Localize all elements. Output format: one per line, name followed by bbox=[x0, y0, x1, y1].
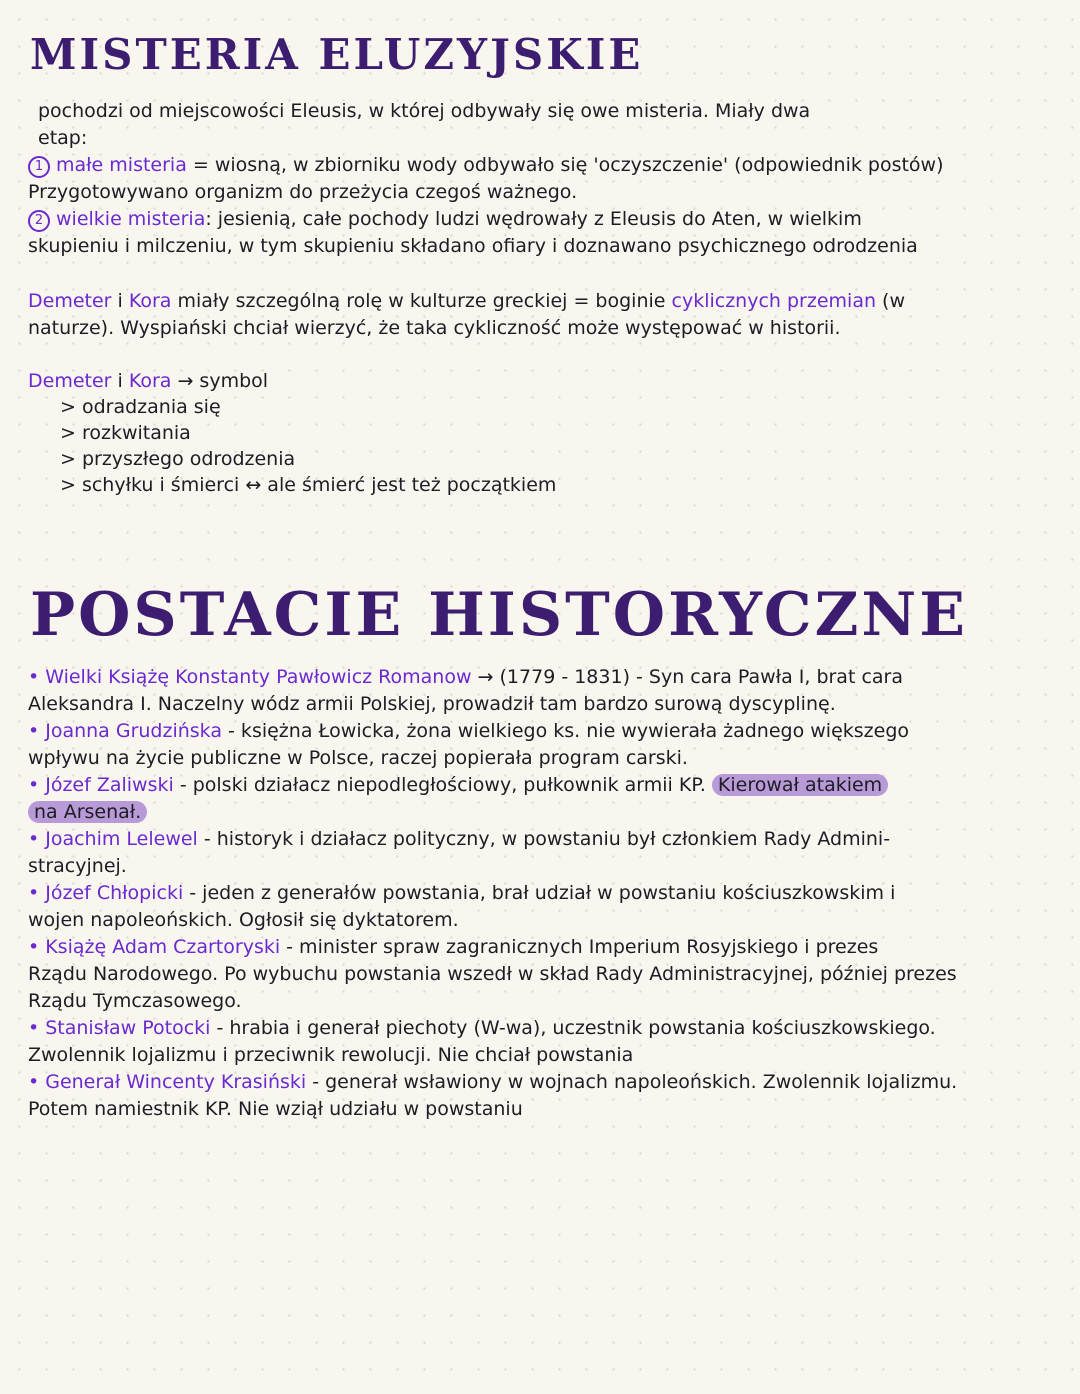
kora-term: Kora bbox=[128, 370, 172, 392]
figure-text: - polski działacz niepodległościowy, pułkownik armii KP. bbox=[173, 774, 712, 796]
figure-name: Joanna Grudzińska bbox=[45, 720, 222, 742]
figure-text: - hrabia i generał piechoty (W-wa), uczestnik powstania kościuszkowskiego. bbox=[210, 1017, 936, 1039]
list-item-cont: wpływu na życie publiczne w Polsce, raczej popierała program carski. bbox=[28, 747, 688, 769]
bullet-icon: • bbox=[28, 1071, 40, 1093]
bullet-icon: • bbox=[28, 774, 40, 796]
highlighted-text: Kierował atakiem bbox=[712, 774, 888, 796]
figure-text: - generał wsławiony w wojnach napoleońskich. Zwolennik lojalizmu. bbox=[306, 1071, 958, 1093]
cyclic-term: cyklicznych przemian bbox=[671, 290, 877, 312]
great-mysteries-text: : jesienią, całe pochody ludzi wędrowały z Eleusis do Aten, w wielkim bbox=[205, 208, 862, 230]
demeter-kora-paragraph bbox=[28, 288, 1058, 342]
number-two-badge: 2 bbox=[28, 210, 50, 232]
symbol-label: → symbol bbox=[171, 370, 269, 392]
bullet-icon: • bbox=[28, 720, 40, 742]
figure-text: - historyk i działacz polityczny, w powstaniu był członkiem Rady Admini- bbox=[197, 828, 891, 850]
paragraph-line bbox=[28, 288, 1058, 315]
section-title-figures: POSTACIE HISTORYCZNE bbox=[30, 580, 968, 650]
demeter-term: Demeter bbox=[28, 370, 112, 392]
list-item-cont: Rządu Narodowego. Po wybuchu powstania wszedł w skład Rady Administracyjnej, później prezes bbox=[28, 963, 957, 985]
list-item-cont: Zwolennik lojalizmu i przeciwnik rewolucji. Nie chciał powstania bbox=[28, 1044, 634, 1066]
bullet-icon: • bbox=[28, 666, 40, 688]
figure-name: Książę Adam Czartoryski bbox=[45, 936, 281, 958]
list-item-cont: Potem namiestnik KP. Nie wziął udziału w powstaniu bbox=[28, 1098, 523, 1120]
list-item bbox=[28, 826, 1058, 853]
conjunction: i bbox=[111, 370, 129, 392]
small-mysteries-term: małe misteria bbox=[56, 154, 187, 176]
role-text-end: (w bbox=[876, 290, 906, 312]
list-item-cont: Rządu Tymczasowego. bbox=[28, 990, 242, 1012]
list-item bbox=[28, 772, 1058, 799]
list-item bbox=[28, 934, 1058, 961]
great-mysteries-term: wielkie misteria bbox=[56, 208, 206, 230]
list-item bbox=[28, 1069, 1058, 1096]
list-item bbox=[28, 880, 1058, 907]
figure-text: - minister spraw zagranicznych Imperium Rosyjskiego i prezes bbox=[280, 936, 879, 958]
intro-line: etap: bbox=[38, 127, 88, 149]
role-text: miały szczególną rolę w kulturze greckiej = boginie bbox=[171, 290, 672, 312]
list-item-cont: wojen napoleońskich. Ogłosił się dyktatorem. bbox=[28, 909, 459, 931]
figure-name: Stanisław Potocki bbox=[45, 1017, 211, 1039]
highlighted-text: na Arsenał. bbox=[28, 801, 147, 823]
figure-name: Józef Zaliwski bbox=[45, 774, 174, 796]
mysteries-intro bbox=[28, 98, 1058, 260]
number-one-badge: 1 bbox=[28, 156, 50, 178]
great-mysteries-line: skupieniu i milczeniu, w tym skupieniu składano ofiary i doznawano psychicznego odrodzenia bbox=[28, 235, 918, 257]
historical-figures-list bbox=[28, 664, 1058, 1123]
list-item: > rozkwitania bbox=[60, 422, 191, 444]
list-item-cont bbox=[28, 799, 1058, 826]
intro-line: pochodzi od miejscowości Eleusis, w której odbywały się owe misteria. Miały dwa bbox=[38, 100, 811, 122]
list-item: > przyszłego odrodzenia bbox=[60, 448, 296, 470]
small-mysteries-text: = wiosną, w zbiorniku wody odbywało się 'oczyszczenie' (odpowiednik postów) bbox=[186, 154, 944, 176]
list-item-cont: Aleksandra I. Naczelny wódz armii Polskiej, prowadził tam bardzo surową dyscyplinę. bbox=[28, 693, 836, 715]
small-mysteries-line: Przygotowywano organizm do przeżycia czegoś ważnego. bbox=[28, 181, 578, 203]
great-mysteries-line bbox=[28, 206, 1058, 233]
symbol-heading bbox=[28, 368, 1058, 394]
bullet-icon: • bbox=[28, 882, 40, 904]
figure-text: - jeden z generałów powstania, brał udział w powstaniu kościuszkowskim i bbox=[183, 882, 896, 904]
figure-text: → (1779 - 1831) - Syn cara Pawła I, brat cara bbox=[471, 666, 903, 688]
figure-name: Joachim Lelewel bbox=[45, 828, 198, 850]
section-title-mysteries: MISTERIA ELUZYJSKIE bbox=[30, 30, 644, 79]
list-item: > schyłku i śmierci ↔ ale śmierć jest też początkiem bbox=[60, 474, 557, 496]
paragraph-line: naturze). Wyspiański chciał wierzyć, że taka cykliczność może występować w historii. bbox=[28, 317, 841, 339]
bullet-icon: • bbox=[28, 936, 40, 958]
kora-term: Kora bbox=[128, 290, 172, 312]
list-item-cont: stracyjnej. bbox=[28, 855, 127, 877]
demeter-term: Demeter bbox=[28, 290, 112, 312]
bullet-icon: • bbox=[28, 1017, 40, 1039]
conjunction: i bbox=[111, 290, 129, 312]
list-item bbox=[28, 664, 1058, 691]
bullet-icon: • bbox=[28, 828, 40, 850]
list-item bbox=[28, 1015, 1058, 1042]
list-item: > odradzania się bbox=[60, 396, 221, 418]
figure-name: Józef Chłopicki bbox=[45, 882, 184, 904]
figure-name: Generał Wincenty Krasiński bbox=[45, 1071, 307, 1093]
symbol-list bbox=[28, 368, 1058, 498]
list-item bbox=[28, 718, 1058, 745]
small-mysteries-line bbox=[28, 152, 1058, 179]
figure-name: Wielki Książę Konstanty Pawłowicz Romanow bbox=[45, 666, 472, 688]
figure-text: - księżna Łowicka, żona wielkiego ks. nie wywierała żadnego większego bbox=[222, 720, 910, 742]
